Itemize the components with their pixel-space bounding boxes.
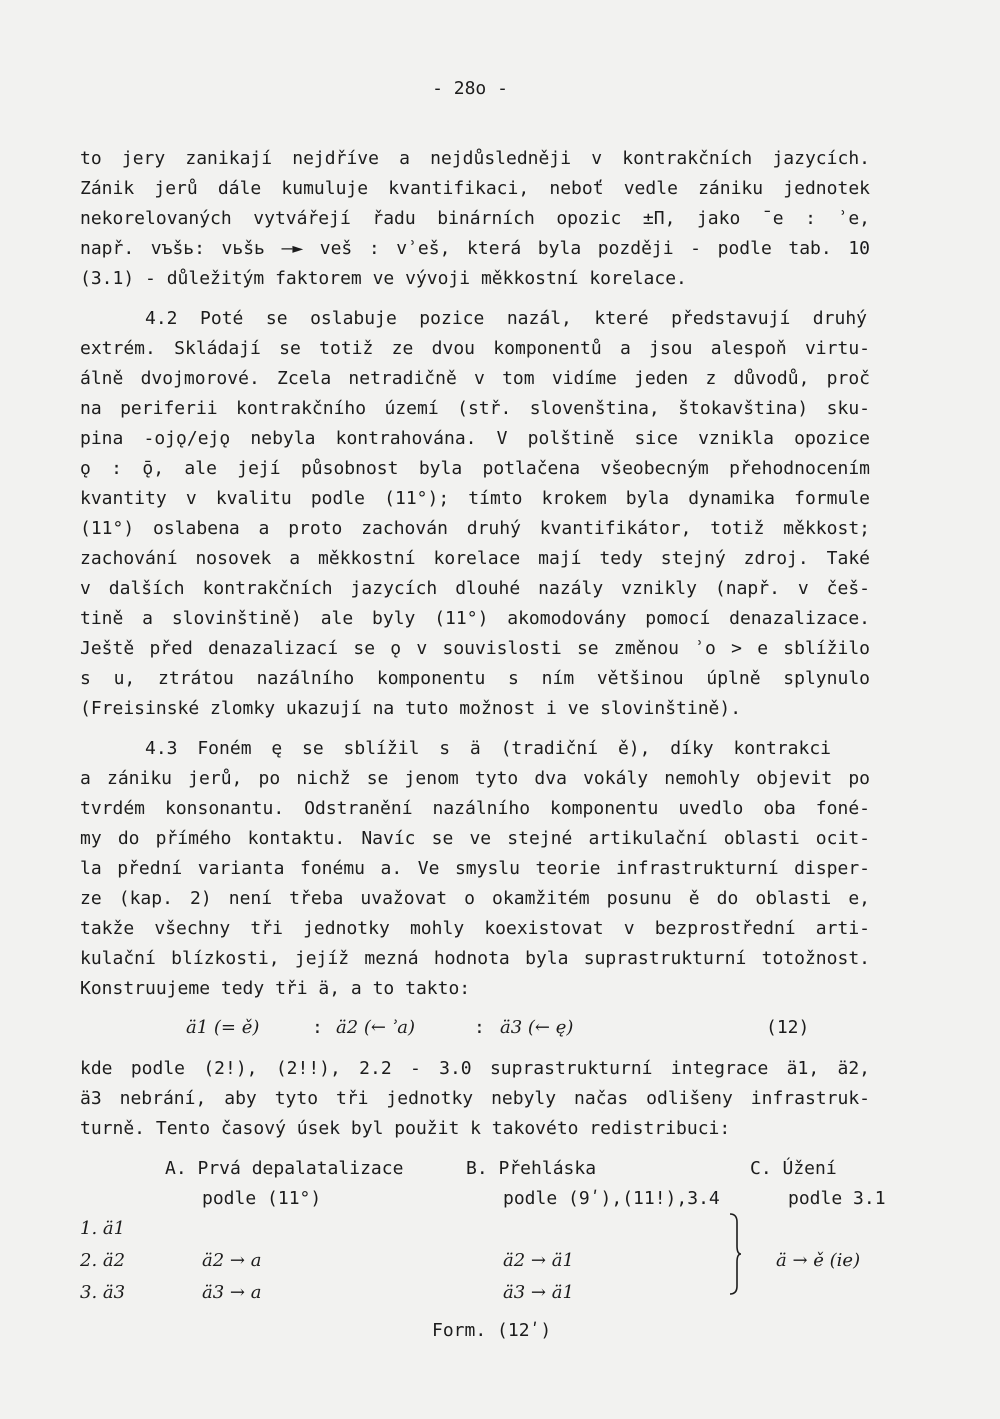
table-col-c-sub: podle 3.1 [788,1188,886,1209]
text-line: pina -ojǫ/ejǫ nebyla kontrahována. V polštině sice vznikla opozice [80,428,870,449]
table-cell-b: ä3 → ä1 [503,1282,574,1303]
page-number: - 28o - [432,78,508,99]
table-col-b-title: B. Přehláska [466,1158,597,1179]
formula-term-a1: ä1 (= ě) [186,1017,260,1038]
table-row-label: 3. ä3 [80,1282,126,1303]
right-brace-icon [728,1212,742,1296]
text-line: la přední varianta fonému a. Ve smyslu teorie infrastrukturní disper- [80,858,870,879]
text-line: tině a slovinštině) ale byly (11°) akomodovány pomocí denazalizace. [80,608,870,629]
text-line: tvrdém konsonantu. Odstranění nazálního komponentu uvedlo oba foné- [80,798,870,819]
section-heading-line: 4.3 Foném ę se sblížil s ä (tradiční ě), díky kontrakci [145,738,831,759]
text-line: např. vъšь: vьšь —► veš : vʾeš, která byla později - podle tab. 10 [80,238,870,259]
text-line: kde podle (2!), (2!!), 2.2 - 3.0 suprastrukturní integrace ä1, ä2, [80,1058,870,1079]
text-line: nekorelovaných vytvářejí řadu binárních opozic ±Π, jako ¯e : ʾe, [80,208,870,229]
text-line: ä3 nebrání, aby tyto tři jednotky nebyly načas odlišeny infrastruk- [80,1088,870,1109]
table-row-label: 1. ä1 [80,1218,126,1239]
text-line: takže všechny tři jednotky mohly koexistovat v bezprostřední arti- [80,918,870,939]
table-cell-a: ä2 → a [202,1250,262,1271]
formula-term-a2: ä2 (← ʾa) [336,1017,416,1038]
formula-separator: : [312,1017,323,1038]
section-heading-line: 4.2 Poté se oslabuje pozice nazál, které představují druhý [145,308,867,329]
text-line: kulační blízkosti, jejíž mezná hodnota byla suprastrukturní totožnost. [80,948,870,969]
table-col-a-title: A. Prvá depalatalizace [165,1158,404,1179]
text-line: (3.1) - důležitým faktorem ve vývoji měkkostní korelace. [80,268,687,289]
text-line: (Freisinské zlomky ukazují na tuto možnost i ve slovinštině). [80,698,742,719]
text-line: kvantity v kvalitu podle (11°); tímto krokem byla dynamika formule [80,488,870,509]
table-row-label: 2. ä2 [80,1250,126,1271]
table-cell-a: ä3 → a [202,1282,262,1303]
text-line: my do přímého kontaktu. Navíc se ve stejné artikulační oblasti ocit- [80,828,870,849]
text-line: ǫ : ǭ, ale její působnost byla potlačena všeobecným přehodnocením [80,458,870,479]
formula-term-a3: ä3 (← ę) [500,1017,574,1038]
formula-label: (12) [766,1017,810,1038]
text-line: (11°) oslabena a proto zachován druhý kvantifikátor, totiž měkkost; [80,518,870,539]
text-line: álně dvojmorové. Zcela netradičně v tom vidíme jeden z důvodů, proč [80,368,870,389]
text-line: s u, ztrátou nazálního komponentu s ním většinou úplně splynulo [80,668,870,689]
table-col-c-title: C. Úžení [750,1158,837,1179]
text-line: ze (kap. 2) není třeba uvažovat o okamžitém posunu ě do oblasti e, [80,888,870,909]
formula-caption: Form. (12ʹ) [432,1320,552,1341]
formula-separator: : [474,1017,485,1038]
text-line: extrém. Skládají se totiž ze dvou komponentů a jsou alespoň virtu- [80,338,870,359]
table-cell-b: ä2 → ä1 [503,1250,574,1271]
text-line: a zániku jerů, po nichž se jenom tyto dva vokály nemohly objevit po [80,768,870,789]
text-line: zachování nosovek a měkkostní korelace mají tedy stejný zdroj. Také [80,548,870,569]
text-line: turně. Tento časový úsek byl použit k takovéto redistribuci: [80,1118,731,1139]
text-line: Konstruujeme tedy tři ä, a to takto: [80,978,471,999]
table-cell-c-result: ä → ě (ie) [776,1250,861,1271]
text-line: v dalších kontrakčních jazycích dlouhé nazály vznikly (např. v češ- [80,578,870,599]
text-line: Zánik jerů dále kumuluje kvantifikaci, neboť vedle zániku jednotek [80,178,870,199]
text-line: to jery zanikají nejdříve a nejdůsledněji v kontrakčních jazycích. [80,148,870,169]
table-col-a-sub: podle (11°) [202,1188,322,1209]
table-col-b-sub: podle (9ʹ),(11!),3.4 [503,1188,720,1209]
text-line: Ještě před denazalizací se ǫ v souvislosti se změnou ʾo > e sblížilo [80,638,870,659]
text-line: na periferii kontrakčního území (stř. slovenština, štokavština) sku- [80,398,870,419]
